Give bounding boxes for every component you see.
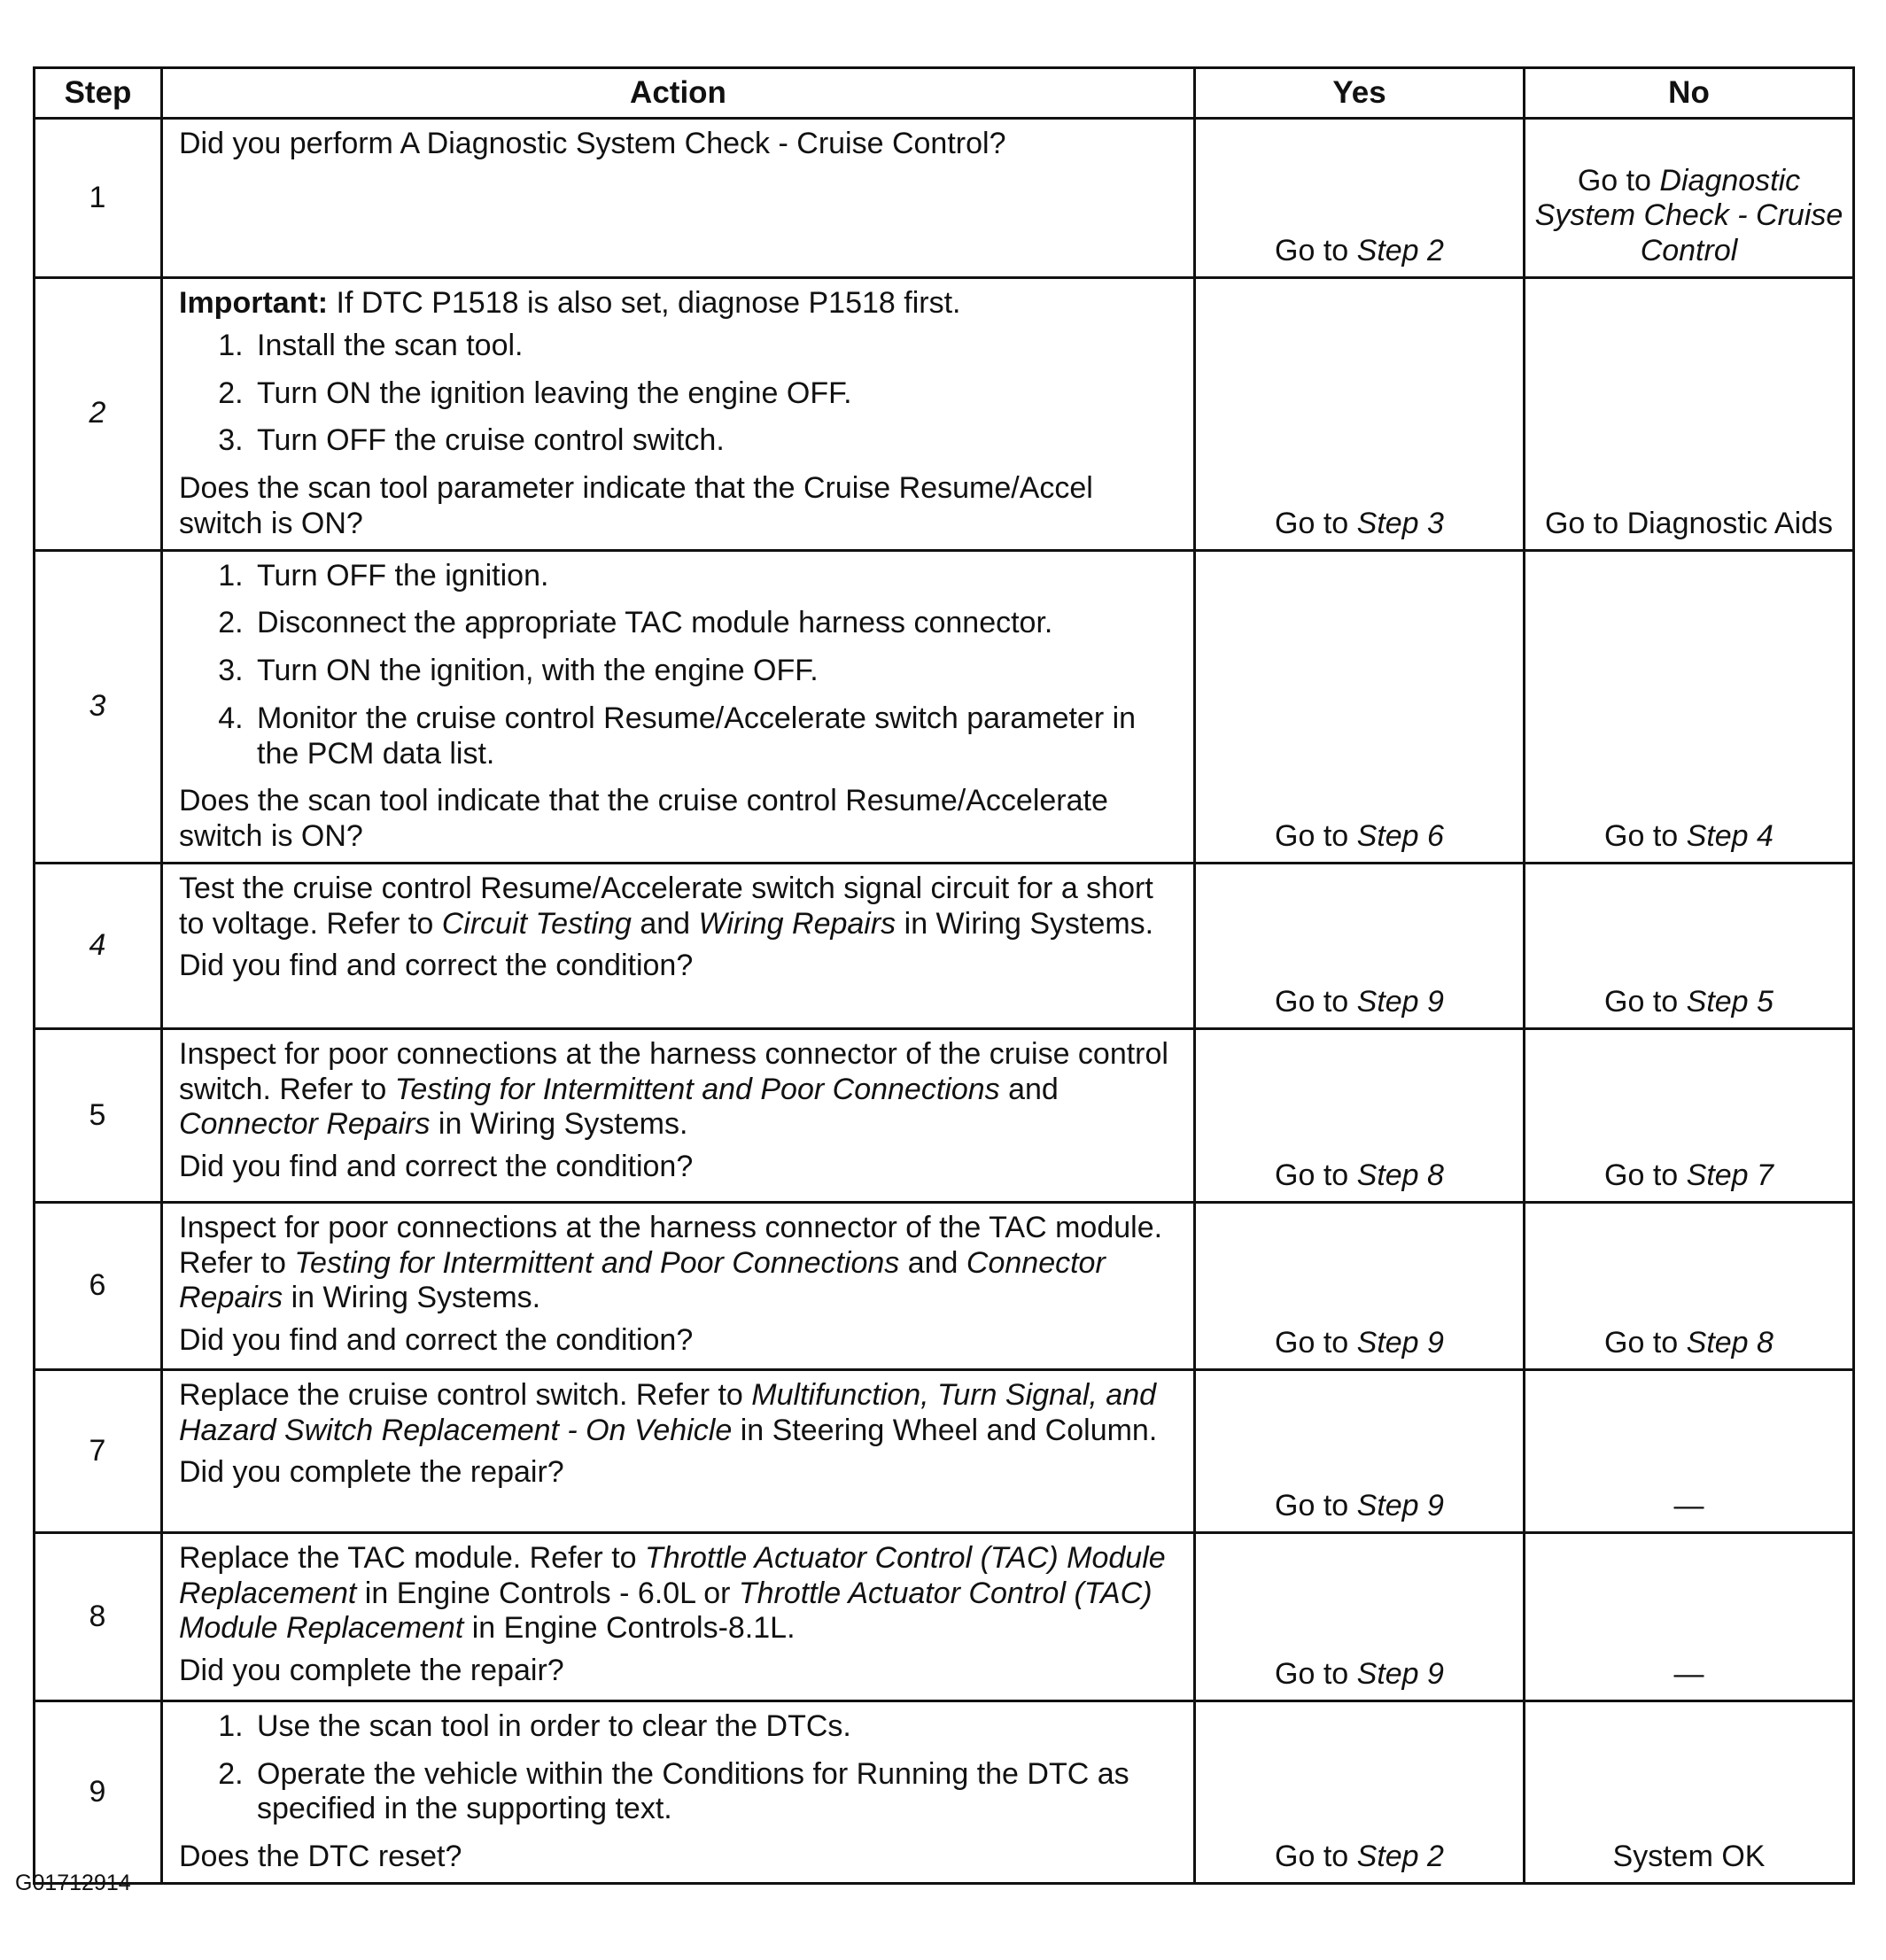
table-row <box>35 863 1854 1028</box>
no-prefix: Go to <box>1604 819 1687 854</box>
step-number: 9 <box>35 1700 162 1883</box>
step-number: 7 <box>35 1369 162 1532</box>
action-cell <box>162 1700 1195 1883</box>
question-text: Did you find and correct the condition? <box>179 1323 694 1358</box>
yes-link[interactable]: Step 8 <box>1356 1158 1444 1193</box>
instruction-segment: Test the cruise control Resume/Accelerate switch signal circuit for a short to voltage. Refer to <box>179 871 1153 941</box>
table-header-row <box>35 68 1854 119</box>
list-item: 2. Operate the vehicle within the Conditions for Running the DTC as specified in the supporting text. <box>252 1757 1177 1828</box>
no-prefix: Go to <box>1577 163 1660 198</box>
instruction-segment: in Engine Controls - 6.0L or <box>356 1576 739 1610</box>
action-cell <box>162 550 1195 863</box>
instruction-segment: in Wiring Systems. <box>430 1107 688 1142</box>
no-link[interactable]: System OK <box>1612 1840 1766 1874</box>
yes-cell <box>1195 1028 1525 1202</box>
no-dash: — <box>1673 1657 1704 1692</box>
no-cell <box>1525 863 1854 1028</box>
procedure-list <box>179 1709 1177 1827</box>
action-cell <box>162 119 1195 278</box>
question-text: Did you find and correct the condition? <box>179 949 694 983</box>
important-label: Important: <box>179 286 329 320</box>
procedure-list <box>179 559 1177 772</box>
yes-prefix: Go to <box>1275 819 1357 854</box>
header-action: Action <box>162 68 1195 119</box>
important-note <box>179 286 1177 322</box>
step-number: 3 <box>35 550 162 863</box>
instruction-segment: in Steering Wheel and Column. <box>732 1413 1158 1447</box>
list-item: 3. Turn ON the ignition, with the engine OFF. <box>252 654 1177 689</box>
no-link[interactable]: Go to Diagnostic Aids <box>1544 506 1834 540</box>
yes-cell <box>1195 1700 1525 1883</box>
header-no: No <box>1525 68 1854 119</box>
instruction-text <box>179 1378 1177 1449</box>
no-cell <box>1525 1202 1854 1369</box>
table-row <box>35 1202 1854 1369</box>
yes-prefix: Go to <box>1275 1158 1357 1193</box>
yes-prefix: Go to <box>1275 1326 1357 1360</box>
diagnostic-table <box>33 66 1855 1885</box>
no-prefix: Go to <box>1604 1158 1687 1193</box>
instruction-segment: Inspect for poor connections at the harness connector of the cruise control switch. Refer to <box>179 1036 1168 1106</box>
figure-id: G01712914 <box>15 1871 131 1895</box>
no-prefix: Go to <box>1604 1326 1687 1360</box>
instruction-text <box>179 1541 1177 1646</box>
instruction-text <box>179 1211 1177 1316</box>
instruction-segment: Replace the TAC module. Refer to <box>179 1540 646 1575</box>
no-dash: — <box>1673 1489 1704 1523</box>
list-item: 1. Use the scan tool in order to clear the DTCs. <box>252 1709 1177 1745</box>
yes-link[interactable]: Step 9 <box>1356 1489 1444 1523</box>
yes-prefix: Go to <box>1275 985 1357 1019</box>
list-item: 2. Disconnect the appropriate TAC module harness connector. <box>252 606 1177 641</box>
reference-link[interactable]: Throttle Actuator Control (TAC) Module Replacement <box>179 1576 1153 1646</box>
table-row <box>35 550 1854 863</box>
yes-link[interactable]: Step 6 <box>1356 819 1444 854</box>
question-text: Does the DTC reset? <box>179 1840 462 1874</box>
no-cell <box>1525 1700 1854 1883</box>
yes-cell <box>1195 1202 1525 1369</box>
instruction-segment: in Engine Controls-8.1L. <box>463 1611 796 1646</box>
no-cell <box>1525 1532 1854 1700</box>
reference-link[interactable]: Multifunction, Turn Signal, and Hazard Switch Replacement - On Vehicle <box>179 1377 1157 1447</box>
procedure-list <box>179 329 1177 459</box>
no-cell <box>1525 1028 1854 1202</box>
reference-link[interactable]: Testing for Intermittent and Poor Connections <box>394 1072 1000 1106</box>
no-link[interactable]: Diagnostic System Check - Cruise Control <box>1534 163 1843 268</box>
reference-link[interactable]: Connector Repairs <box>179 1245 1106 1315</box>
question-text: Did you find and correct the condition? <box>179 1150 694 1184</box>
header-yes: Yes <box>1195 68 1525 119</box>
step-number: 6 <box>35 1202 162 1369</box>
yes-link[interactable]: Step 9 <box>1356 1657 1444 1692</box>
yes-prefix: Go to <box>1275 1840 1357 1874</box>
yes-cell <box>1195 1369 1525 1532</box>
reference-link[interactable]: Wiring Repairs <box>698 906 896 941</box>
instruction-text <box>179 1037 1177 1143</box>
action-cell <box>162 1532 1195 1700</box>
table-row <box>35 278 1854 551</box>
action-cell <box>162 278 1195 551</box>
yes-cell <box>1195 550 1525 863</box>
instruction-text <box>179 872 1177 942</box>
no-cell <box>1525 1369 1854 1532</box>
yes-cell <box>1195 863 1525 1028</box>
instruction-segment: Replace the cruise control switch. Refer to <box>179 1377 752 1412</box>
reference-link[interactable]: Testing for Intermittent and Poor Connections <box>294 1245 900 1280</box>
yes-cell <box>1195 278 1525 551</box>
no-link[interactable]: Step 5 <box>1686 985 1773 1019</box>
header-step: Step <box>35 68 162 119</box>
question-text: Does the scan tool indicate that the cruise control Resume/Accelerate switch is ON? <box>179 784 1108 854</box>
action-cell <box>162 863 1195 1028</box>
list-item: 1. Turn OFF the ignition. <box>252 559 1177 594</box>
list-item: 1. Install the scan tool. <box>252 329 1177 364</box>
action-cell <box>162 1028 1195 1202</box>
question-text: Did you perform A Diagnostic System Check - Cruise Control? <box>179 127 1006 160</box>
yes-link[interactable]: Step 3 <box>1356 506 1444 540</box>
no-cell <box>1525 119 1854 278</box>
instruction-segment: in Wiring Systems. <box>896 906 1154 941</box>
step-number: 1 <box>35 119 162 278</box>
question-text: Does the scan tool parameter indicate that the Cruise Resume/Accel switch is ON? <box>179 471 1093 540</box>
step-number: 5 <box>35 1028 162 1202</box>
no-link[interactable]: Step 4 <box>1686 819 1773 854</box>
step-number: 2 <box>35 278 162 551</box>
no-prefix: Go to <box>1604 985 1687 1019</box>
yes-prefix: Go to <box>1275 234 1357 268</box>
yes-link[interactable]: Step 2 <box>1356 1840 1444 1874</box>
question-text: Did you complete the repair? <box>179 1654 564 1688</box>
reference-link[interactable]: Connector Repairs <box>179 1107 431 1142</box>
list-item: 2. Turn ON the ignition leaving the engine OFF. <box>252 376 1177 412</box>
no-link[interactable]: Step 8 <box>1686 1326 1773 1360</box>
no-cell <box>1525 550 1854 863</box>
table-row <box>35 1532 1854 1700</box>
instruction-segment: and <box>899 1245 966 1280</box>
list-item: 4. Monitor the cruise control Resume/Accelerate switch parameter in the PCM data list. <box>252 701 1177 772</box>
yes-prefix: Go to <box>1275 506 1357 540</box>
instruction-segment: Inspect for poor connections at the harness connector of the TAC module. Refer to <box>179 1210 1163 1280</box>
table-row <box>35 1369 1854 1532</box>
table-row <box>35 1700 1854 1883</box>
reference-link[interactable]: Throttle Actuator Control (TAC) Module Replacement <box>179 1540 1166 1610</box>
action-cell <box>162 1369 1195 1532</box>
yes-link[interactable]: Step 9 <box>1356 1326 1444 1360</box>
yes-link[interactable]: Step 9 <box>1356 985 1444 1019</box>
step-number: 8 <box>35 1532 162 1700</box>
important-text: If DTC P1518 is also set, diagnose P1518 first. <box>328 286 961 320</box>
yes-prefix: Go to <box>1275 1657 1357 1692</box>
action-cell <box>162 1202 1195 1369</box>
step-number: 4 <box>35 863 162 1028</box>
yes-link[interactable]: Step 2 <box>1356 234 1444 268</box>
question-text: Did you complete the repair? <box>179 1455 564 1490</box>
table-row <box>35 1028 1854 1202</box>
reference-link[interactable]: Circuit Testing <box>441 906 632 941</box>
instruction-segment: and <box>999 1072 1059 1106</box>
table-row <box>35 119 1854 278</box>
list-item: 3. Turn OFF the cruise control switch. <box>252 423 1177 459</box>
yes-prefix: Go to <box>1275 1489 1357 1523</box>
yes-cell <box>1195 1532 1525 1700</box>
no-link[interactable]: Step 7 <box>1686 1158 1773 1193</box>
yes-cell <box>1195 119 1525 278</box>
no-cell <box>1525 278 1854 551</box>
instruction-segment: in Wiring Systems. <box>283 1281 541 1315</box>
instruction-segment: and <box>631 906 699 941</box>
